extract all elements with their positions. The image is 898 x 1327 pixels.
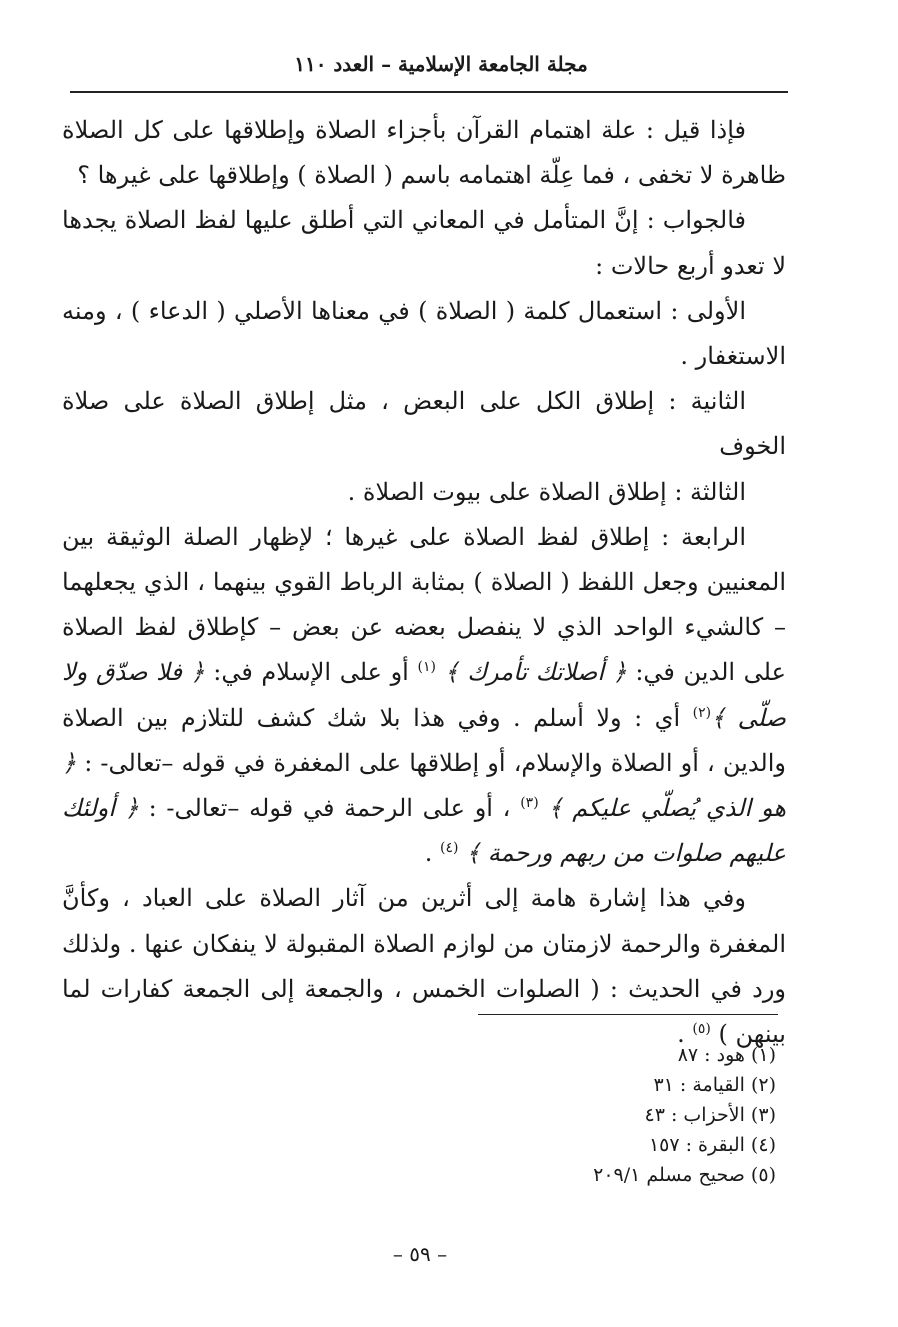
fourth-case-text-1: الرابعة : إطلاق لفظ الصلاة على غيرها ؛ لإظهار الصلة الوثيقة بين المعنيين وجعل اللفظ ( الصلاة ) بمثابة الرباط القوي بينهما ، الذي يجعلهما – كالشيء الواحد الذي لا ينفصل بعضه عن بعض – كإطلاق لفظ الصلاة على الدين في: — [62, 522, 786, 687]
footnotes-list — [456, 1040, 776, 1190]
journal-header: مجلة الجامعة الإسلامية – العدد ١١٠ — [294, 52, 588, 76]
footnote-ref-2: (٢) — [692, 704, 712, 721]
page-number: – ٥٩ – — [392, 1242, 448, 1266]
footnote-item: (٤) البقرة : ١٥٧ — [648, 1134, 776, 1156]
footnote-item: (١) هود : ٨٧ — [677, 1044, 776, 1066]
fourth-case-text-2: أو على الإسلام في: — [213, 658, 409, 687]
paragraph-first-case: الأولى : استعمال كلمة ( الصلاة ) في معناها الأصلي ( الدعاء ) ، ومنه الاستغفار . — [62, 296, 786, 371]
paragraph-third-case: الثالثة : إطلاق الصلاة على بيوت الصلاة . — [347, 477, 746, 506]
paragraph-second-case: الثانية : إطلاق الكل على البعض ، مثل إطلاق الصلاة على صلاة الخوف — [62, 387, 786, 461]
conclusion-text: وفي هذا إشارة هامة إلى أثرين من آثار الصلاة على العباد ، وكأنَّ المغفرة والرحمة لازمتان من لوازم الصلاة المقبولة لا ينفكان عنها . ولذلك ورد في الحديث : ( الصلوات الخمس ، والجمعة إلى الجمعة كفارات لما بينهن ) — [62, 884, 787, 1049]
conclusion-end: . — [677, 1020, 685, 1049]
paragraph-conclusion — [62, 876, 786, 1057]
quran-verse-4: ﴿ أولئك عليهم صلوات من ربهم ورحمة ﴾ — [62, 794, 786, 868]
fourth-case-end: . — [424, 839, 433, 868]
footnote-item: (٢) القيامة : ٣١ — [653, 1074, 776, 1096]
fourth-case-text-3: أي : ولا أسلم . وفي هذا بلا شك كشف للتلازم بين الصلاة والدين ، أو الصلاة والإسلام، أو إطلاقها على المغفرة في قوله –تعالى- : — [62, 703, 786, 777]
header-divider — [70, 91, 788, 93]
footnote-ref-1: (١) — [417, 659, 436, 676]
footnote-divider — [478, 1014, 778, 1015]
footnote-item: (٥) صحيح مسلم ٢٠٩/١ — [593, 1164, 776, 1186]
quran-verse-2: ﴿ فلا صدّق ولا صلّى ﴾ — [62, 658, 786, 732]
footnote-ref-4: (٤) — [439, 840, 459, 857]
fourth-case-text-4: ، أو على الرحمة في قوله –تعالى- : — [148, 794, 511, 823]
quran-verse-1: ﴿ أصلاتك تأمرك ﴾ — [444, 658, 627, 687]
main-text — [62, 108, 786, 1057]
paragraph-answer: فالجواب : إنَّ المتأمل في المعاني التي أطلق عليها لفظ الصلاة يجدها لا تعدو أربع حالات : — [62, 206, 786, 280]
footnote-item: (٣) الأحزاب : ٤٣ — [644, 1104, 776, 1126]
paragraph-fourth-case — [62, 515, 786, 877]
footnote-ref-5: (٥) — [692, 1021, 711, 1038]
footnote-ref-3: (٣) — [520, 795, 539, 812]
paragraph-question: فإذا قيل : علة اهتمام القرآن بأجزاء الصلاة وإطلاقها على كل الصلاة ظاهرة لا تخفى ، فما عِلّة اهتمامه باسم ( الصلاة ) وإطلاقها على غيرها ؟ — [62, 116, 786, 190]
quran-verse-3: ﴿ هو الذي يُصلّي عليكم ﴾ — [62, 748, 787, 823]
